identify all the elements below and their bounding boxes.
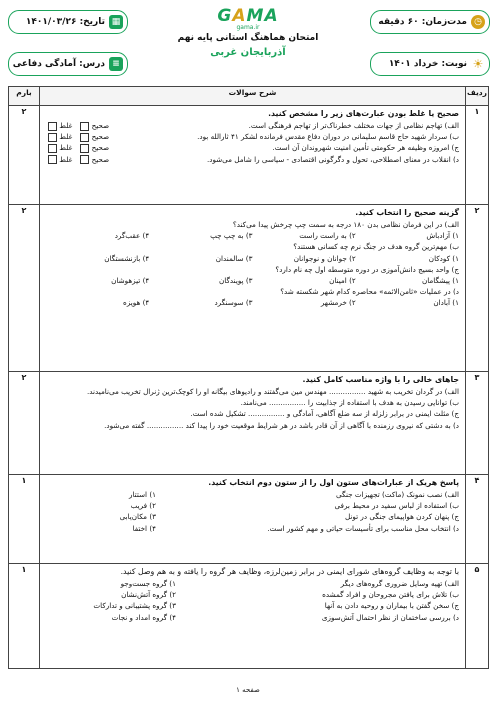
question-title: با توجه به وظایف گروه‌های شورای ایمنی در برابر زمین‌لرزه، وظایف هر گروه را یافته و به هم وصل کنید. — [120, 567, 459, 576]
question-score: ۲ — [9, 372, 40, 475]
fill-blank-item: ب) توانایی رسیدن به هدف با استفاده از جذابیت را ................ می‌نامند. — [240, 398, 459, 408]
question-row-1 — [9, 106, 489, 205]
duration-pill — [370, 10, 490, 34]
question-number: ۵ — [466, 564, 489, 669]
tf-item: د) انقلاب در معنای اصطلاحی، تحول و دگرگونی اقتصادی - سیاسی را شامل می‌شود. صحیح غلط — [46, 154, 459, 165]
match-item: ب) تلاش برای یافتن مجروحان و افراد گمشده ۲) گروه آتش‌نشان — [121, 590, 459, 600]
match-item: الف) نصب نمونک (ماکت) تجهیزات جنگی ۱) استتار — [129, 490, 459, 500]
fill-blank-item: ج) مثلث ایمنی در برابر زلزله از سه ضلع آگاهی، آمادگی و ................ تشکیل شده است. — [190, 409, 459, 419]
header-description: شرح سوالات — [40, 87, 466, 106]
turn-label: نوبت: خرداد ۱۴۰۱ — [388, 59, 467, 69]
question-title: گزینه صحیح را انتخاب کنید. — [355, 208, 459, 217]
questions-table — [8, 86, 489, 669]
question-row-3 — [9, 372, 489, 475]
checkbox-true[interactable] — [80, 144, 89, 153]
checkbox-false[interactable] — [48, 133, 57, 142]
question-number: ۳ — [466, 372, 489, 475]
header-row-no: ردیف — [466, 87, 489, 106]
turn-pill — [370, 52, 490, 76]
question-number: ۱ — [466, 106, 489, 205]
question-score: ۱ — [9, 475, 40, 564]
checkbox-true[interactable] — [80, 122, 89, 131]
question-number: ۴ — [466, 475, 489, 564]
header-score: بارم — [9, 87, 40, 106]
match-item: ج) سخن گفتن با بیماران و روحیه دادن به آنها ۳) گروه پشتیبانی و تدارکات — [93, 601, 459, 611]
tf-item: الف) تهاجم نظامی از جهات مختلف خطرناک‌تر از تهاجم فرهنگی است. صحیح غلط — [46, 120, 459, 131]
tf-item: ج) امروزه وظیفه هر حکومتی تأمین امنیت شهروندان آن است. صحیح غلط — [46, 142, 459, 153]
exam-title: امتحان هماهنگ استانی پایه نهم — [177, 33, 319, 43]
mc-options: ۱) آزادباش ۲) به راست راست ۳) به چپ چپ ۴) عقب‌گرد — [114, 231, 459, 241]
exam-heading — [130, 6, 366, 66]
fill-blank-item: د) به دشتی که نیروی رزمنده با آگاهی از آن قادر باشد در هر شرایط موقعیت خود را پیدا کند ................ گفته می‌شود. — [104, 420, 459, 430]
checkbox-false[interactable] — [48, 122, 57, 131]
question-score: ۱ — [9, 564, 40, 669]
question-score: ۲ — [9, 106, 40, 205]
province-name: آذربایجان غربی — [210, 47, 286, 58]
mc-options: ۱) کودکان ۲) جوانان و نوجوانان ۳) سالمندان ۴) بازنشستگان — [104, 253, 459, 263]
checkbox-false[interactable] — [48, 155, 57, 164]
mc-question: ج) واحد بسیج دانش‌آموزی در دوره متوسطه اول چه نام دارد؟ — [275, 264, 459, 274]
page-number: صفحه ۱ — [236, 686, 260, 694]
match-item: د) بررسی ساختمان از نظر احتمال آتش‌سوزی ۴) گروه امداد و نجات — [111, 612, 459, 622]
gama-logo: GAMA — [217, 6, 279, 26]
date-label: تاریخ: ۱۴۰۱/۰۳/۲۶ — [25, 17, 105, 27]
question-number: ۲ — [466, 205, 489, 372]
match-item: الف) تهیه وسایل ضروری گروه‌های دیگر ۱) گروه جست‌وجو — [120, 579, 459, 589]
checkbox-true[interactable] — [80, 155, 89, 164]
mc-options: ۱) آبادان ۲) خرمشهر ۳) سوسنگرد ۴) هویزه — [123, 298, 459, 308]
question-title: پاسخ هریک از عبارات‌های ستون اول را از ستون دوم انتخاب کنید. — [208, 478, 459, 487]
calendar-icon: ▦ — [109, 15, 123, 29]
lesson-label: درس: آمادگی دفاعی — [12, 59, 105, 69]
mc-question: د) در عملیات «ثامن‌الائمه» محاصره کدام شهر شکسته شد؟ — [280, 287, 459, 297]
question-title: صحیح یا غلط بودن عبارت‌های زیر را مشخص کنید. — [268, 109, 459, 118]
mc-question: ب) مهم‌ترین گروه هدف در جنگ نرم چه کسانی هستند؟ — [293, 242, 459, 252]
question-row-4 — [9, 475, 489, 564]
question-score: ۲ — [9, 205, 40, 372]
checkbox-true[interactable] — [80, 133, 89, 142]
clock-icon: ◷ — [471, 15, 485, 29]
tf-item: ب) سردار شهید حاج قاسم سلیمانی در دوران دفاع مقدس فرمانده لشکر ۴۱ ثارالله بود. صحیح غلط — [46, 131, 459, 142]
match-item: ب) استفاده از لباس سفید در محیط برفی ۲) فریب — [130, 501, 459, 511]
question-row-5 — [9, 564, 489, 669]
date-pill — [8, 10, 128, 34]
question-row-2 — [9, 205, 489, 372]
logo-subtext: gama.ir — [236, 24, 260, 31]
lesson-pill — [8, 52, 128, 76]
mc-question: الف) در این فرمان نظامی بدن ۱۸۰ درجه به سمت چپ چرخش پیدا می‌کند؟ — [232, 220, 459, 230]
fill-blank-item: الف) در گردان تخریب به شهید ................ مهندس مین می‌گفتند و رادیوهای بیگانه او را کوچک‌ترین ژنرال تخریب می‌نامیدند. — [86, 387, 459, 397]
match-item: د) انتخاب محل مناسب برای تأسیسات حیاتی و مهم کشور است. ۴) اختفا — [132, 523, 459, 533]
match-item: ج) پنهان کردن هواپیمای جنگی در تونل ۳) مکان‌یابی — [119, 512, 459, 522]
table-header-row — [9, 87, 489, 106]
mc-options: ۱) پیشگامان ۲) امینان ۳) پویندگان ۴) تیزهوشان — [111, 275, 459, 285]
question-title: جاهای خالی را با واژه مناسب کامل کنید. — [302, 375, 459, 384]
checkbox-false[interactable] — [48, 144, 57, 153]
sun-icon: ☀ — [472, 57, 484, 71]
books-icon: ≡ — [109, 57, 123, 71]
duration-label: مدت‌زمان: ۶۰ دقیقه — [378, 17, 467, 27]
